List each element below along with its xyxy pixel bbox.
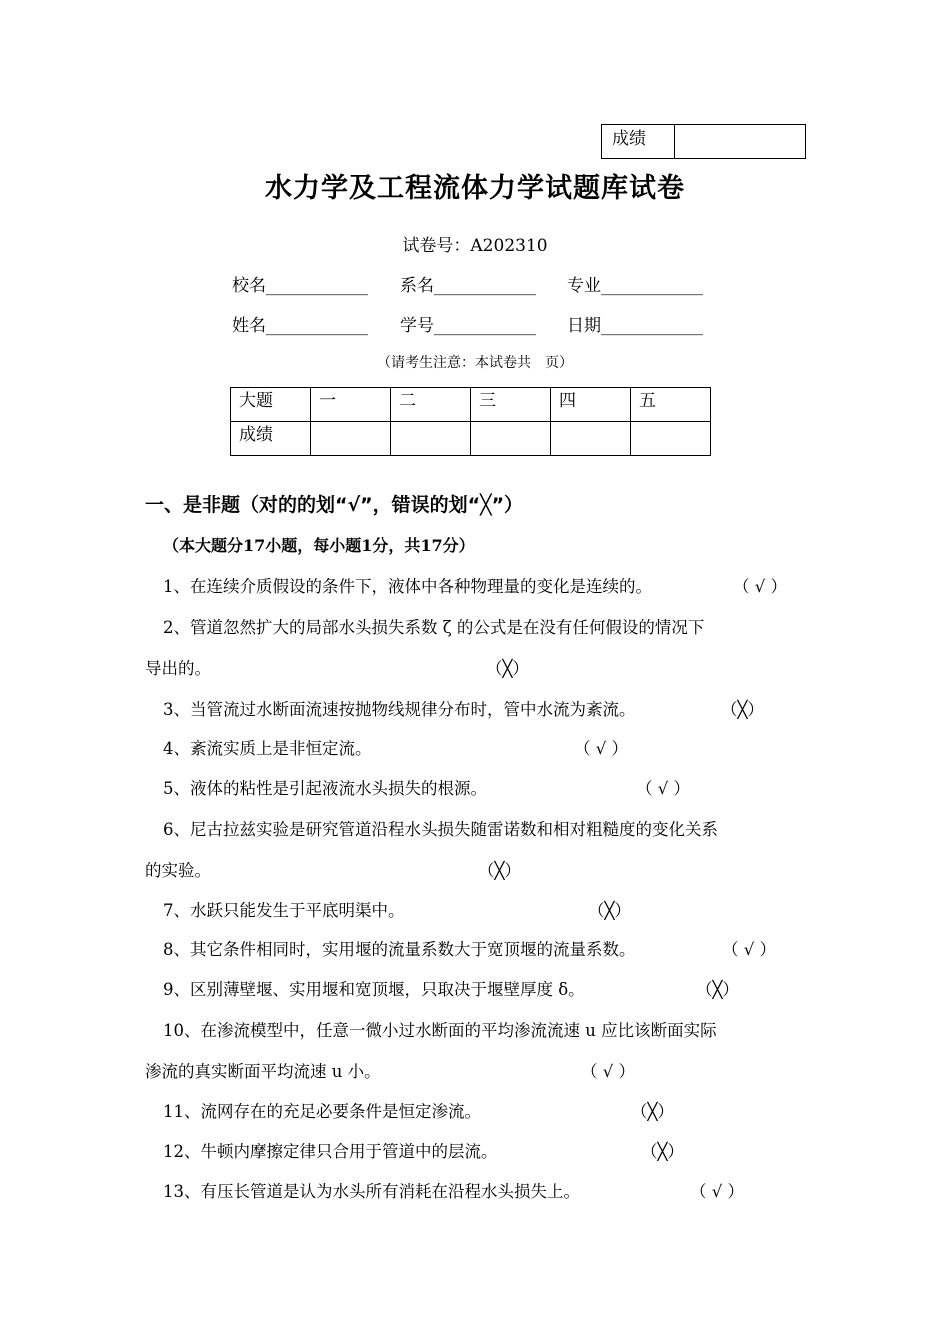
grade-header-cell: 五 bbox=[631, 388, 711, 422]
question-10-line2: 渗流的真实断面平均流速 u 小。 bbox=[145, 1062, 381, 1081]
grade-header-cell: 四 bbox=[551, 388, 631, 422]
answer-1: （ √ ） bbox=[733, 577, 788, 596]
score-box bbox=[601, 124, 806, 159]
question-4: 4、紊流实质上是非恒定流。 bbox=[163, 739, 372, 758]
answer-6: （╳） bbox=[478, 861, 521, 880]
school-field[interactable]: 校名____________ bbox=[232, 276, 368, 296]
grade-header-cell: 二 bbox=[391, 388, 471, 422]
grade-table-header-row bbox=[231, 388, 711, 422]
major-field[interactable]: 专业____________ bbox=[567, 276, 703, 296]
answer-7: （╳） bbox=[588, 901, 631, 920]
paper-number: 试卷号：A202310 bbox=[402, 236, 548, 256]
grade-score-cell[interactable] bbox=[631, 422, 711, 456]
question-9: 9、区别薄壁堰、实用堰和宽顶堰，只取决于堰壁厚度 δ。 bbox=[163, 980, 585, 999]
grade-header-cell: 一 bbox=[311, 388, 391, 422]
score-label: 成绩 bbox=[602, 125, 675, 158]
grade-table bbox=[230, 387, 711, 456]
grade-score-cell[interactable] bbox=[391, 422, 471, 456]
score-value[interactable] bbox=[675, 125, 805, 158]
question-11: 11、流网存在的充足必要条件是恒定渗流。 bbox=[163, 1102, 481, 1121]
question-13: 13、有压长管道是认为水头所有消耗在沿程水头损失上。 bbox=[163, 1182, 580, 1201]
question-7: 7、水跃只能发生于平底明渠中。 bbox=[163, 901, 405, 920]
question-5: 5、液体的粘性是引起液流水头损失的根源。 bbox=[163, 779, 487, 798]
grade-score-cell[interactable] bbox=[471, 422, 551, 456]
question-3: 3、当管流过水断面流速按抛物线规律分布时，管中水流为紊流。 bbox=[163, 700, 636, 719]
grade-table-score-row bbox=[231, 422, 711, 456]
answer-12: （╳） bbox=[641, 1142, 684, 1161]
section-subtitle: （本大题分17小题，每小题1分，共17分） bbox=[163, 536, 475, 555]
question-2-line2: 导出的。 bbox=[145, 659, 211, 678]
question-1: 1、在连续介质假设的条件下，液体中各种物理量的变化是连续的。 bbox=[163, 577, 652, 596]
question-6-line1: 6、尼古拉兹实验是研究管道沿程水头损失随雷诺数和相对粗糙度的变化关系 bbox=[163, 820, 718, 839]
grade-header-cell: 大题 bbox=[231, 388, 311, 422]
answer-11: （╳） bbox=[631, 1102, 674, 1121]
exam-note: （请考生注意：本试卷共 页） bbox=[377, 355, 573, 371]
department-field[interactable]: 系名____________ bbox=[400, 276, 536, 296]
question-10-line1: 10、在渗流模型中，任意一微小过水断面的平均渗流流速 u 应比该断面实际 bbox=[163, 1021, 717, 1040]
answer-4: （ √ ） bbox=[574, 739, 629, 758]
page-title: 水力学及工程流体力学试题库试卷 bbox=[265, 173, 685, 204]
answer-5: （ √ ） bbox=[636, 779, 691, 798]
grade-score-cell[interactable] bbox=[311, 422, 391, 456]
question-12: 12、牛顿内摩擦定律只合用于管道中的层流。 bbox=[163, 1142, 498, 1161]
question-6-line2: 的实验。 bbox=[145, 861, 211, 880]
grade-row-label: 成绩 bbox=[231, 422, 311, 456]
answer-9: （╳） bbox=[696, 980, 739, 999]
grade-score-cell[interactable] bbox=[551, 422, 631, 456]
answer-8: （ √ ） bbox=[722, 940, 777, 959]
answer-2: （╳） bbox=[486, 659, 529, 678]
student-id-field[interactable]: 学号____________ bbox=[400, 316, 536, 336]
answer-3: （╳） bbox=[721, 700, 764, 719]
answer-10: （ √ ） bbox=[581, 1062, 636, 1081]
name-field[interactable]: 姓名____________ bbox=[232, 316, 368, 336]
date-field[interactable]: 日期____________ bbox=[567, 316, 703, 336]
question-2-line1: 2、管道忽然扩大的局部水头损失系数 ζ 的公式是在没有任何假设的情况下 bbox=[163, 618, 705, 637]
section-title: 一、是非题（对的的划“√”，错误的划“╳”） bbox=[145, 494, 524, 516]
grade-header-cell: 三 bbox=[471, 388, 551, 422]
question-8: 8、其它条件相同时，实用堰的流量系数大于宽顶堰的流量系数。 bbox=[163, 940, 636, 959]
answer-13: （ √ ） bbox=[690, 1182, 745, 1201]
